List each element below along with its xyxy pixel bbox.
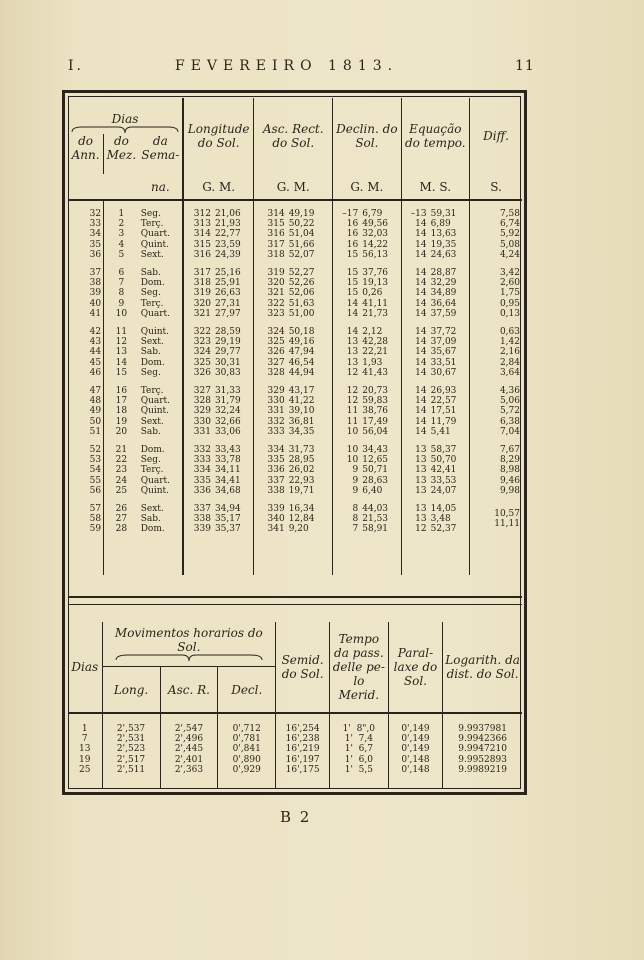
cell-ag: 334 335 336 337 338 <box>254 437 287 496</box>
cell-ag: 329 330 331 332 333 <box>254 378 287 437</box>
data-row-group <box>68 319 522 378</box>
cell-ag: 319 320 321 322 323 <box>254 260 287 319</box>
cell-mez: 26 27 28 <box>104 496 139 535</box>
cell-asc: 2',547 2',496 2',445 2',401 2',363 <box>160 713 218 789</box>
cell-em: 14 14 14 14 14 <box>401 378 429 437</box>
unit-diff: S. <box>470 174 523 200</box>
col-movimentos: Movimentos horarios do Sol. <box>102 622 276 667</box>
cell-am: 50,18 49,16 47,94 46,54 44,94 <box>288 327 315 378</box>
col-asc-r: Asc. R. <box>160 667 218 713</box>
col-dias: Dias <box>71 660 99 674</box>
cell-mez: 1 2 3 4 5 <box>104 200 139 260</box>
brace-icon <box>70 126 180 134</box>
cell-mez: 16 17 18 19 20 <box>104 378 139 437</box>
cell-sem: Dom. Seg. Terç. Quart. Quint. <box>140 445 171 496</box>
col-diff: Diff. <box>470 98 523 174</box>
cell-es: 58,37 50,70 42,41 33,53 24,07 <box>430 445 457 496</box>
cell-dg: 12 12 11 11 10 <box>333 378 361 437</box>
col-asc-rect: Asc. Rect. do Sol. <box>254 98 333 174</box>
data-row-group <box>68 200 522 260</box>
cell-dg: –17 16 16 16 15 <box>333 200 361 260</box>
cell-ann: 52 53 54 55 56 <box>89 445 102 496</box>
cell-lm: 33,43 33,78 34,11 34,41 34,68 <box>214 445 241 496</box>
cell-df: 7,58 6,74 5,92 5,08 4,24 <box>470 200 523 260</box>
cell-sem: Sext. Sab. Dom. <box>140 504 165 535</box>
cell-ag: 314 315 316 317 318 <box>254 200 287 260</box>
cell-am: 52,27 52,26 52,06 51,63 51,00 <box>288 268 315 319</box>
cell-sem: Terç. Quart. Quint. Sext. Sab. <box>140 386 171 437</box>
cell-ann: 57 58 59 <box>89 504 102 535</box>
cell-lg: 322 323 324 325 326 <box>183 319 213 378</box>
cell-df: 0,63 1,42 2,16 2,84 3,64 <box>470 319 523 378</box>
page-number: 11 <box>515 58 535 74</box>
col-long: Long. <box>102 667 160 713</box>
cell-es: 26,93 22,57 17,51 11,79 5,41 <box>430 386 457 437</box>
page-header <box>0 58 644 82</box>
cell-ann: 37 38 39 40 41 <box>89 268 102 319</box>
cell-dg: 15 15 15 14 14 <box>333 260 361 319</box>
cell-semid: 16',254 16',238 16',219 16',197 16',175 <box>276 713 330 789</box>
cell-em: 14 14 14 14 14 <box>401 260 429 319</box>
unit-decl: G. M. <box>333 174 401 200</box>
col-declination: Declin. do Sol. <box>333 98 401 174</box>
cell-ann: 42 43 44 45 46 <box>89 327 102 378</box>
cell-lm: 25,16 25,91 26,63 27,31 27,97 <box>214 268 241 319</box>
cell-lm: 31,33 31,79 32,24 32,66 33,06 <box>214 386 241 437</box>
data-row-group <box>68 378 522 437</box>
cell-ann: 32 33 34 35 36 <box>89 209 102 260</box>
table-divider-thin <box>68 604 522 605</box>
cell-dias: 1 7 13 19 25 <box>79 724 91 775</box>
cell-ag: 339 340 341 <box>254 496 287 535</box>
cell-tempo: 1' 8",0 1' 7,4 1' 6,7 1' 6,0 1' 5,5 <box>330 713 389 789</box>
cell-mez: 6 7 8 9 10 <box>104 260 139 319</box>
col-do-mez: do Mez. <box>104 134 139 174</box>
cell-dm: 2,12 42,28 22,21 1,93 41,43 <box>362 327 389 378</box>
cell-am: 49,19 50,22 51,04 51,66 52,07 <box>288 209 315 260</box>
cell-paral: 0',149 0',149 0',149 0',148 0',148 <box>388 713 443 789</box>
col-paral: Paral- laxe do Sol. <box>388 622 443 713</box>
signature-mark: B 2 <box>280 808 312 826</box>
cell-dm: 34,43 12,65 50,71 28,63 6,40 <box>362 445 389 496</box>
cell-em: 13 13 12 <box>401 496 429 535</box>
dias-group-header: Dias <box>68 98 183 134</box>
semana-suffix: na. <box>151 179 170 194</box>
unit-longitude: G. M. <box>183 174 254 200</box>
cell-mez: 21 22 23 24 25 <box>104 437 139 496</box>
col-tempo: Tempo da pass. delle pe- lo Merid. <box>330 622 389 713</box>
table-row <box>68 713 522 789</box>
cell-es: 59,31 6,89 13,63 19,35 24,63 <box>430 209 457 260</box>
col-logarith: Logarith. da dist. do Sol. <box>443 622 522 713</box>
cell-am: 16,34 12,84 9,20 <box>288 504 315 535</box>
cell-es: 28,87 32,29 34,89 36,64 37,59 <box>430 268 457 319</box>
unit-equ: M. S. <box>401 174 469 200</box>
cell-sem: Quint. Sext. Sab. Dom. Seg. <box>140 327 170 378</box>
header-left: I. <box>68 58 84 74</box>
solar-ephemeris-table <box>68 98 522 575</box>
cell-em: 13 13 13 13 13 <box>401 437 429 496</box>
cell-dm: 6,79 49,56 32,03 14,22 56,13 <box>362 209 389 260</box>
cell-lg: 327 328 329 330 331 <box>183 378 213 437</box>
cell-dg: 10 10 9 9 9 <box>333 437 361 496</box>
cell-lg: 337 338 339 <box>183 496 213 535</box>
cell-ag: 324 325 326 327 328 <box>254 319 287 378</box>
cell-lm: 21,06 21,93 22,77 23,59 24,39 <box>214 209 241 260</box>
cell-es: 14,05 3,48 52,37 <box>430 504 457 535</box>
cell-lg: 317 318 319 320 321 <box>183 260 213 319</box>
cell-decl: 0',712 0',781 0',841 0',890 0',929 <box>218 713 276 789</box>
cell-mez: 11 12 13 14 15 <box>104 319 139 378</box>
cell-df: 3,42 2,60 1,75 0,95 0,13 <box>470 260 523 319</box>
table-divider <box>68 596 522 598</box>
cell-log: 9.9937981 9.9942366 9.9947210 9.9952893 9.9989219 <box>443 713 522 789</box>
cell-ann: 47 48 49 50 51 <box>89 386 102 437</box>
cell-lm: 28,59 29,19 29,77 30,31 30,83 <box>214 327 241 378</box>
cell-dm: 44,03 21,53 58,91 <box>362 504 389 535</box>
cell-long: 2',537 2',531 2',523 2',517 2',511 <box>102 713 160 789</box>
cell-df: 7,67 8,29 8,98 9,46 9,98 <box>470 437 523 496</box>
cell-dm: 20,73 59,83 38,76 17,49 56,04 <box>362 386 389 437</box>
col-da-semana: da Sema- <box>141 134 180 162</box>
header-title: FEVEREIRO 1813. <box>175 58 399 74</box>
cell-df: 4,36 5,06 5,72 6,38 7,04 <box>470 378 523 437</box>
cell-em: –13 14 14 14 14 <box>401 200 429 260</box>
cell-em: 14 14 14 14 14 <box>401 319 429 378</box>
brace-icon <box>114 654 264 662</box>
cell-dg: 8 8 7 <box>333 496 361 535</box>
data-row-group <box>68 437 522 496</box>
cell-df: 10,57 11,11 <box>470 496 523 535</box>
cell-am: 31,73 28,95 26,02 22,93 19,71 <box>288 445 315 496</box>
col-decl: Decl. <box>218 667 276 713</box>
col-equation: Equação do tempo. <box>401 98 469 174</box>
col-longitude: Longitude do Sol. <box>183 98 254 174</box>
data-row-group <box>68 260 522 319</box>
cell-dg: 14 13 13 13 12 <box>333 319 361 378</box>
col-do-ann: do Ann. <box>71 134 100 162</box>
cell-dm: 37,76 19,13 0,26 41,11 21,73 <box>362 268 389 319</box>
hourly-motions-table <box>68 622 522 789</box>
data-row-group <box>68 496 522 535</box>
unit-asc: G. M. <box>254 174 333 200</box>
cell-lm: 34,94 35,17 35,37 <box>214 504 241 535</box>
col-semid: Semid. do Sol. <box>276 622 330 713</box>
cell-es: 37,72 37,09 35,67 33,51 30,67 <box>430 327 457 378</box>
cell-lg: 312 313 314 315 316 <box>183 200 213 260</box>
cell-am: 43,17 41,22 39,10 36,81 34,35 <box>288 386 315 437</box>
cell-sem: Sab. Dom. Seg. Terç. Quart. <box>140 268 171 319</box>
cell-lg: 332 333 334 335 336 <box>183 437 213 496</box>
cell-sem: Seg. Terç. Quart. Quint. Sext. <box>140 209 171 260</box>
